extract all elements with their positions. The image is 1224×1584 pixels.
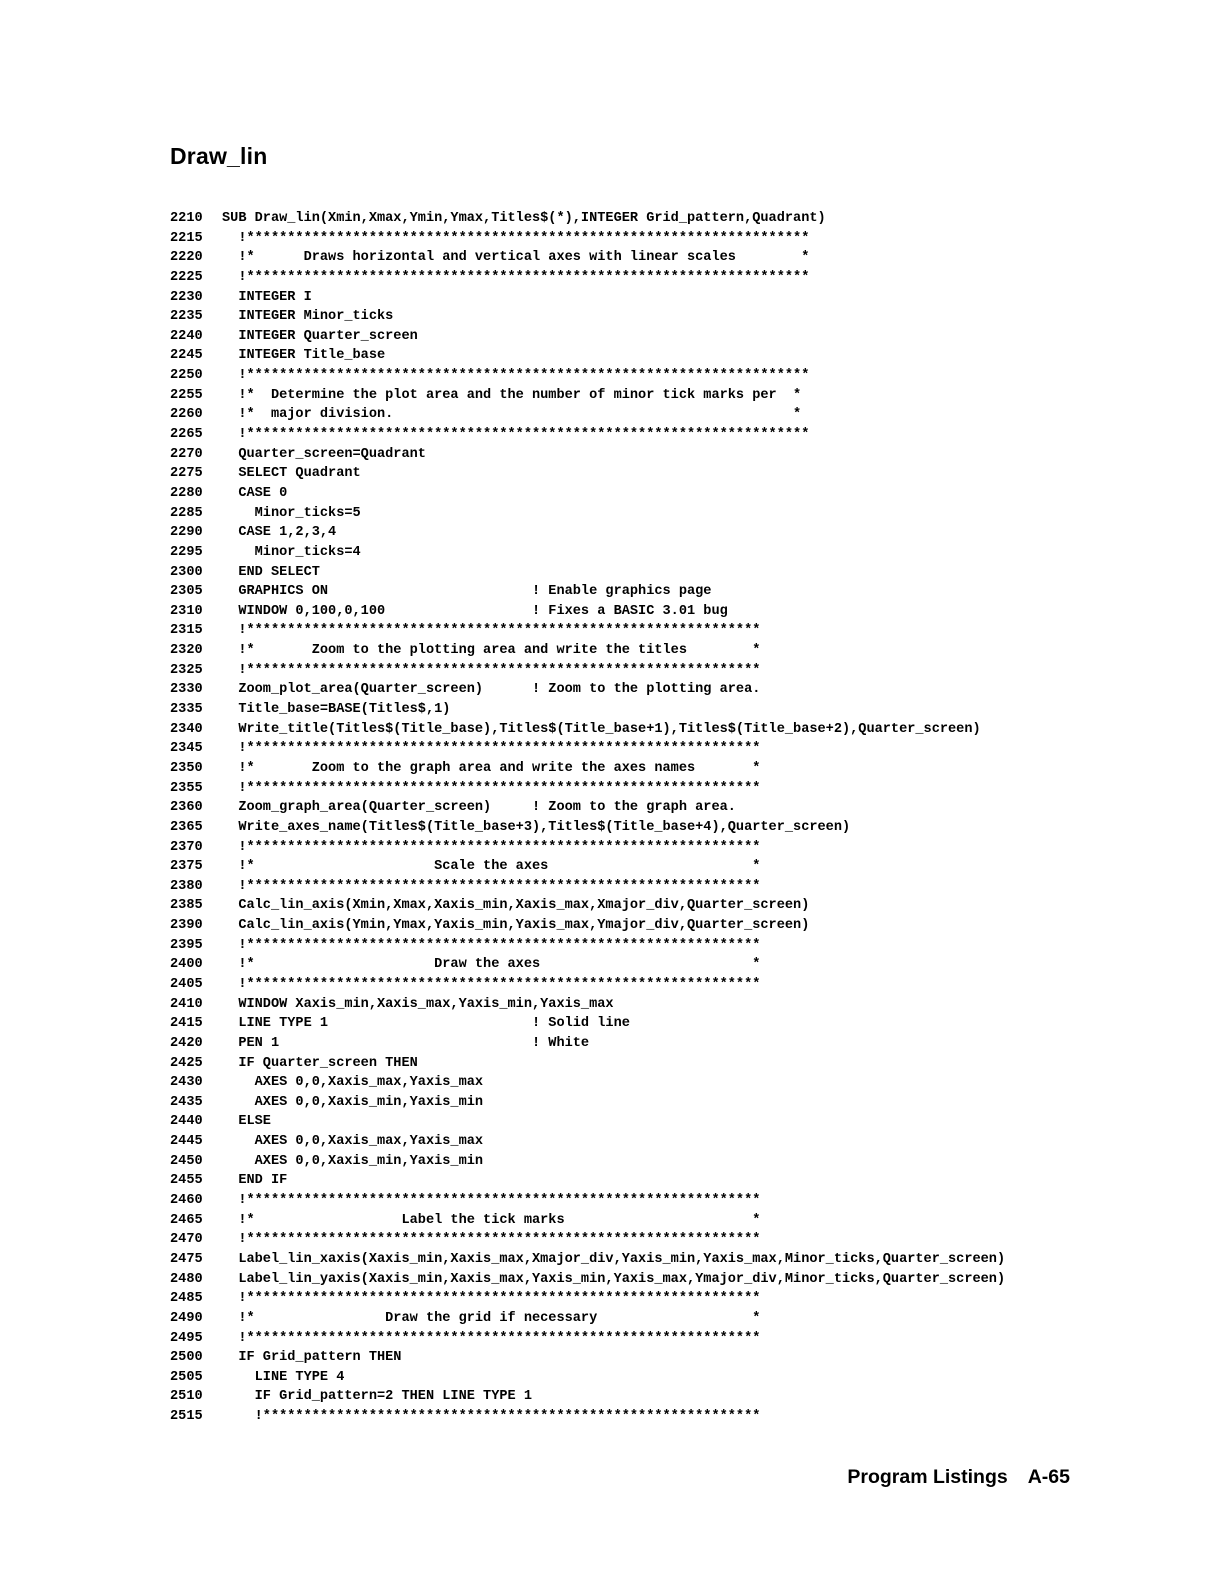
page-footer [847,1466,1070,1489]
line-number: 2335 [170,702,203,718]
code-line [170,1054,1005,1074]
code-line [170,366,1005,386]
code-text: AXES 0,0,Xaxis_min,Yaxis_min [222,1094,484,1110]
code-text: Write_axes_name(Titles$(Title_base+3),Titles$(Title_base+4),Quarter_screen) [222,819,851,835]
code-text: !* Zoom to the graph area and write the axes names * [222,760,761,776]
code-text: WINDOW Xaxis_min,Xaxis_max,Yaxis_min,Yaxis_max [222,996,614,1012]
code-line [170,975,1005,995]
line-number: 2400 [170,957,203,973]
line-number: 2355 [170,780,203,796]
line-number: 2255 [170,387,203,403]
line-number: 2310 [170,603,203,619]
code-line [170,1191,1005,1211]
code-text: !********************************************************************* [222,427,810,443]
line-number: 2415 [170,1016,203,1032]
line-number: 2420 [170,1035,203,1051]
code-text: END IF [222,1173,288,1189]
code-line [170,1093,1005,1113]
code-line [170,896,1005,916]
code-line [170,248,1005,268]
line-number: 2245 [170,348,203,364]
code-text: !*************************************************************** [222,878,761,894]
code-line [170,288,1005,308]
code-text: !*************************************************************** [222,976,761,992]
code-text: Write_title(Titles$(Title_base),Titles$(Title_base+1),Titles$(Title_base+2),Quarter_screen) [222,721,981,737]
code-text: !*************************************************************** [222,839,761,855]
line-number: 2265 [170,427,203,443]
code-line [170,327,1005,347]
code-line [170,1171,1005,1191]
code-text: INTEGER Title_base [222,348,386,364]
code-line [170,838,1005,858]
code-text: AXES 0,0,Xaxis_max,Yaxis_max [222,1134,484,1150]
code-line [170,936,1005,956]
code-text: IF Grid_pattern THEN [222,1350,402,1366]
code-text: !* Draw the axes * [222,957,761,973]
page-number: A-65 [1027,1466,1070,1488]
code-line [170,1387,1005,1407]
line-number: 2300 [170,564,203,580]
code-text: AXES 0,0,Xaxis_min,Yaxis_min [222,1153,484,1169]
code-text: INTEGER Minor_ticks [222,309,394,325]
code-text: Label_lin_yaxis(Xaxis_min,Xaxis_max,Yaxis_min,Yaxis_max,Ymajor_div,Minor_ticks,Quarter_screen) [222,1271,1006,1287]
line-number: 2445 [170,1134,203,1150]
line-number: 2480 [170,1271,203,1287]
line-number: 2295 [170,544,203,560]
code-line [170,602,1005,622]
code-line [170,1211,1005,1231]
code-line [170,346,1005,366]
code-text: Minor_ticks=4 [222,544,361,560]
code-text: WINDOW 0,100,0,100 ! Fixes a BASIC 3.01 bug [222,603,728,619]
code-text: !*************************************************************** [222,780,761,796]
line-number: 2385 [170,898,203,914]
line-number: 2505 [170,1369,203,1385]
code-line [170,523,1005,543]
code-line [170,582,1005,602]
line-number: 2475 [170,1251,203,1267]
code-line [170,739,1005,759]
code-text: !* Zoom to the plotting area and write the titles * [222,643,761,659]
code-text: !********************************************************************* [222,269,810,285]
line-number: 2365 [170,819,203,835]
line-number: 2470 [170,1232,203,1248]
code-text: Label_lin_xaxis(Xaxis_min,Xaxis_max,Xmajor_div,Yaxis_min,Yaxis_max,Minor_ticks,Quarter_screen) [222,1251,1006,1267]
code-text: INTEGER I [222,289,312,305]
footer-section-title: Program Listings [847,1466,1008,1488]
code-line [170,798,1005,818]
code-text: !* Draw the grid if necessary * [222,1310,761,1326]
code-line [170,680,1005,700]
code-line [170,307,1005,327]
code-text: !*************************************************************** [222,937,761,953]
line-number: 2210 [170,211,203,226]
code-line [170,425,1005,445]
code-line [170,661,1005,681]
line-number: 2495 [170,1330,203,1346]
code-text: !********************************************************************* [222,368,810,384]
code-line [170,1368,1005,1388]
code-line [170,1289,1005,1309]
code-line [170,818,1005,838]
code-text: !*************************************************************** [222,1193,761,1209]
code-line [170,877,1005,897]
code-line [170,1230,1005,1250]
line-number: 2215 [170,230,203,246]
line-number: 2390 [170,918,203,934]
line-number: 2510 [170,1389,203,1405]
code-text: !* Draws horizontal and vertical axes with linear scales * [222,250,810,266]
code-text: !*************************************************************** [222,1232,761,1248]
code-text: !*************************************************************** [222,1330,761,1346]
code-text: END SELECT [222,564,320,580]
line-number: 2460 [170,1193,203,1209]
line-number: 2320 [170,643,203,659]
code-text: !* Determine the plot area and the number of minor tick marks per * [222,387,802,403]
code-text: Title_base=BASE(Titles$,1) [222,702,451,718]
page-title: Draw_lin [170,143,268,169]
code-line [170,1152,1005,1172]
code-line [170,464,1005,484]
code-line [170,1329,1005,1349]
code-text: SELECT Quadrant [222,466,361,482]
code-line [170,386,1005,406]
line-number: 2340 [170,721,203,737]
code-line [170,700,1005,720]
line-number: 2455 [170,1173,203,1189]
code-line [170,621,1005,641]
line-number: 2430 [170,1075,203,1091]
code-text: CASE 0 [222,485,288,501]
line-number: 2405 [170,976,203,992]
code-line [170,1250,1005,1270]
line-number: 2260 [170,407,203,423]
code-line [170,1407,1005,1427]
code-text: INTEGER Quarter_screen [222,328,418,344]
code-line [170,759,1005,779]
code-line [170,563,1005,583]
line-number: 2305 [170,584,203,600]
line-number: 2485 [170,1291,203,1307]
code-line [170,484,1005,504]
line-number: 2345 [170,741,203,757]
code-text: CASE 1,2,3,4 [222,525,337,541]
code-text: IF Grid_pattern=2 THEN LINE TYPE 1 [222,1389,532,1405]
line-number: 2330 [170,682,203,698]
line-number: 2375 [170,859,203,875]
code-text: !************************************************************* [222,1409,761,1425]
code-line [170,1132,1005,1152]
code-text: Calc_lin_axis(Xmin,Xmax,Xaxis_min,Xaxis_max,Xmajor_div,Quarter_screen) [222,898,810,914]
code-text: GRAPHICS ON ! Enable graphics page [222,584,712,600]
line-number: 2315 [170,623,203,639]
line-number: 2275 [170,466,203,482]
line-number: 2240 [170,328,203,344]
code-text: SUB Draw_lin(Xmin,Xmax,Ymin,Ymax,Titles$(*),INTEGER Grid_pattern,Quadrant) [222,211,826,226]
code-line [170,1348,1005,1368]
line-number: 2350 [170,760,203,776]
program-listing [170,209,1005,1427]
code-line [170,1073,1005,1093]
code-line [170,504,1005,524]
code-text: !*************************************************************** [222,623,761,639]
code-line [170,229,1005,249]
code-line [170,641,1005,661]
code-text: !*************************************************************** [222,1291,761,1307]
line-number: 2230 [170,289,203,305]
line-number: 2425 [170,1055,203,1071]
line-number: 2235 [170,309,203,325]
code-text: Calc_lin_axis(Ymin,Ymax,Yaxis_min,Yaxis_max,Ymajor_div,Quarter_screen) [222,918,810,934]
line-number: 2465 [170,1212,203,1228]
code-text: !*************************************************************** [222,662,761,678]
line-number: 2370 [170,839,203,855]
code-line [170,543,1005,563]
code-line [170,857,1005,877]
code-text: !********************************************************************* [222,230,810,246]
code-text: !* major division. * [222,407,802,423]
line-number: 2220 [170,250,203,266]
line-number: 2270 [170,446,203,462]
code-text: AXES 0,0,Xaxis_max,Yaxis_max [222,1075,484,1091]
line-number: 2435 [170,1094,203,1110]
code-line [170,209,1005,229]
code-text: Minor_ticks=5 [222,505,361,521]
code-line [170,955,1005,975]
line-number: 2290 [170,525,203,541]
line-number: 2250 [170,368,203,384]
code-line [170,779,1005,799]
line-number: 2325 [170,662,203,678]
line-number: 2225 [170,269,203,285]
code-line [170,995,1005,1015]
line-number: 2490 [170,1310,203,1326]
line-number: 2360 [170,800,203,816]
code-line [170,445,1005,465]
code-line [170,1034,1005,1054]
code-line [170,268,1005,288]
line-number: 2285 [170,505,203,521]
line-number: 2500 [170,1350,203,1366]
code-line [170,720,1005,740]
line-number: 2450 [170,1153,203,1169]
code-line [170,1112,1005,1132]
code-text: !*************************************************************** [222,741,761,757]
line-number: 2515 [170,1409,203,1425]
code-text: LINE TYPE 1 ! Solid line [222,1016,630,1032]
code-text: PEN 1 ! White [222,1035,590,1051]
line-number: 2410 [170,996,203,1012]
code-line [170,1270,1005,1290]
code-text: ELSE [222,1114,271,1130]
line-number: 2440 [170,1114,203,1130]
code-text: Zoom_plot_area(Quarter_screen) ! Zoom to the plotting area. [222,682,761,698]
code-line [170,1014,1005,1034]
code-text: !* Label the tick marks * [222,1212,761,1228]
code-line [170,916,1005,936]
code-line [170,1309,1005,1329]
code-text: Zoom_graph_area(Quarter_screen) ! Zoom to the graph area. [222,800,736,816]
line-number: 2395 [170,937,203,953]
code-line [170,405,1005,425]
code-text: LINE TYPE 4 [222,1369,345,1385]
line-number: 2280 [170,485,203,501]
code-text: !* Scale the axes * [222,859,761,875]
line-number: 2380 [170,878,203,894]
code-text: IF Quarter_screen THEN [222,1055,418,1071]
code-text: Quarter_screen=Quadrant [222,446,426,462]
